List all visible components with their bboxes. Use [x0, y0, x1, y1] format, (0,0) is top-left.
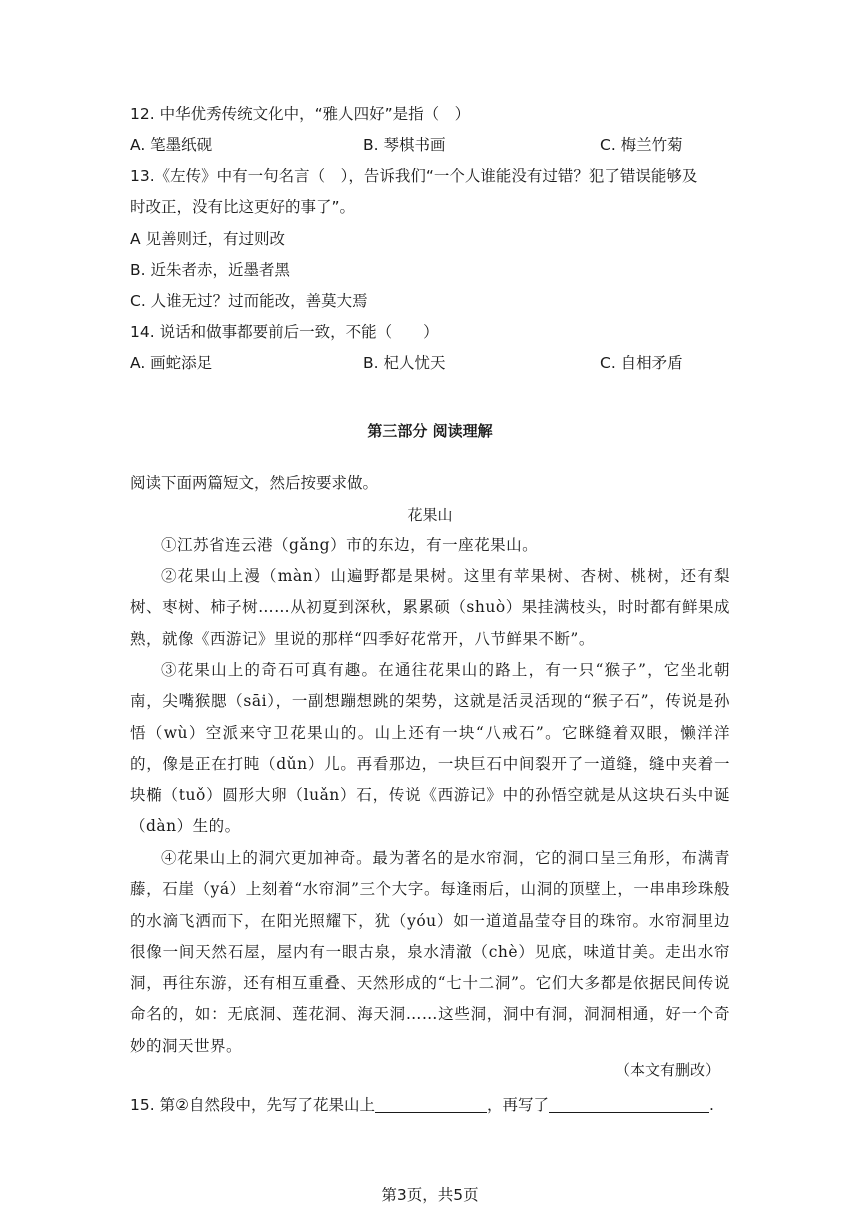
- q13-option-c: C. 人谁无过？过而能改，善莫大焉: [130, 292, 368, 310]
- page-number: 第3页，共5页: [381, 1186, 479, 1204]
- q14-option-b: B. 杞人忧天: [363, 354, 446, 372]
- q15-text-part1: 15. 第②自然段中，先写了花果山上: [130, 1096, 375, 1114]
- q14-option-a: A. 画蛇添足: [130, 354, 213, 372]
- q13-stem-line2: 时改正，没有比这更好的事了”。: [130, 198, 356, 216]
- section-instruction: 阅读下面两篇短文，然后按要求做。: [130, 474, 379, 492]
- article-note: （本文有删改）: [614, 1061, 720, 1079]
- q14-stem: 14. 说话和做事都要前后一致，不能（ ）: [130, 323, 439, 341]
- q15-answer-blank-1[interactable]: [375, 1096, 487, 1113]
- q15-answer-blank-2[interactable]: [549, 1096, 709, 1113]
- q12-stem: 12. 中华优秀传统文化中，“雅人四好”是指（ ）: [130, 105, 471, 123]
- q13-option-a: A 见善则迁，有过则改: [130, 230, 286, 248]
- article-paragraph-4: ④花果山上的洞穴更加神奇。最为著名的是水帘洞，它的洞口呈三角形，布满青藤，石崖（yá）上刻着“水帘洞”三个大字。每逢雨后，山洞的顶壁上，一串串珍珠般的水滴飞洒而下，在阳光照耀下，犹（yóu）如一道道晶莹夺目的珠帘。水帘洞里边很像一间天然石屋，屋内有一眼古泉，泉水清澈（chè）见底，味道甘美。走出水帘洞，再往东游，还有相互重叠、天然形成的“七十二洞”。它们大多都是依据民间传说命名的，如：无底洞、莲花洞、海天洞……这些洞，洞中有洞，洞洞相通，好一个奇妙的洞天世界。: [130, 849, 730, 1055]
- article-paragraph-1: ①江苏省连云港（gǎng）市的东边，有一座花果山。: [161, 536, 539, 554]
- section-title: 第三部分 阅读理解: [367, 422, 493, 440]
- article-paragraph-2: ②花果山上漫（màn）山遍野都是果树。这里有苹果树、杏树、桃树，还有梨树、枣树、柿子树……从初夏到深秋，累累硕（shuò）果挂满枝头，时时都有鲜果成熟，就像《西游记》里说的那样“四季好花常开，八节鲜果不断”。: [130, 567, 730, 648]
- q12-option-a: A. 笔墨纸砚: [130, 136, 213, 154]
- q15-text-part2: ，再写了: [486, 1096, 549, 1114]
- q12-option-b: B. 琴棋书画: [363, 136, 446, 154]
- article-title: 花果山: [407, 506, 453, 524]
- q15-text-part3: .: [709, 1096, 714, 1114]
- q13-option-b: B. 近朱者赤，近墨者黑: [130, 261, 290, 279]
- q15-stem: [130, 1095, 714, 1115]
- q13-stem-line1: 13.《左传》中有一句名言（ ），告诉我们“一个人谁能没有过错？犯了错误能够及: [130, 167, 698, 185]
- article-paragraph-3: ③花果山上的奇石可真有趣。在通往花果山的路上，有一只“猴子”，它坐北朝南，尖嘴猴腮（sāi），一副想蹦想跳的架势，这就是活灵活现的“猴子石”，传说是孙悟（wù）空派来守卫花果山的。山上还有一块“八戒石”。它眯缝着双眼，懒洋洋的，像是正在打盹（dǔn）儿。再看那边，一块巨石中间裂开了一道缝，缝中夹着一块椭（tuǒ）圆形大卵（luǎn）石，传说《西游记》中的孙悟空就是从这块石头中诞（dàn）生的。: [130, 661, 730, 836]
- q12-option-c: C. 梅兰竹菊: [600, 136, 683, 154]
- q14-option-c: C. 自相矛盾: [600, 354, 683, 372]
